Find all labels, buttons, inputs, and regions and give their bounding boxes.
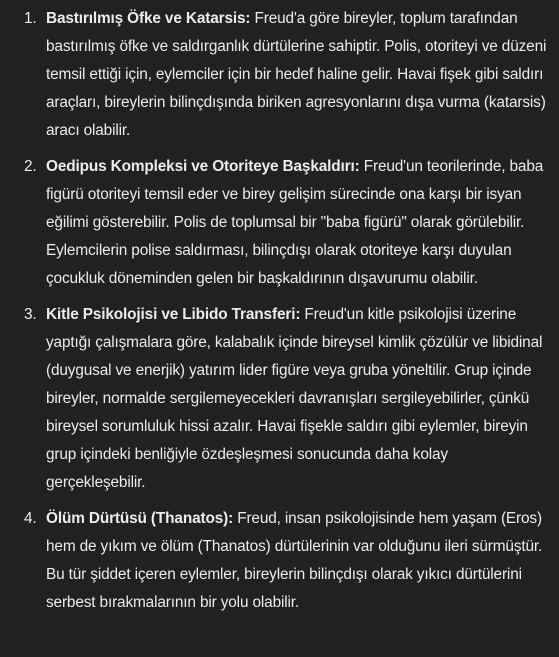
list-item xyxy=(0,5,551,145)
list-item-title: Bastırılmış Öfke ve Katarsis: xyxy=(46,10,251,27)
list-item-title: Kitle Psikolojisi ve Libido Transferi: xyxy=(46,306,301,323)
list-item-text: Freud'a göre bireyler, toplum tarafından bastırılmış öfke ve saldırganlık dürtülerine sahiptir. Polis, otoriteyi ve düzeni temsil ettiği için, eylemciler için bir hedef haline gelir. Havai fişek gibi saldırı araçları, bireylerin bilinçdışında biriken agresyonlarını dışa vurma (katarsis) aracı olabilir. xyxy=(46,10,547,139)
list-item-number: 3. xyxy=(24,306,37,323)
list-item-title: Oedipus Kompleksi ve Otoriteye Başkaldırı: xyxy=(46,158,360,175)
list-item-number: 1. xyxy=(24,10,37,27)
list-item xyxy=(0,153,551,293)
list-item-number: 4. xyxy=(24,510,37,527)
list-item-title: Ölüm Dürtüsü (Thanatos): xyxy=(46,510,234,527)
list-item xyxy=(0,505,551,617)
list-item-text: Freud, insan psikolojisinde hem yaşam (Eros) hem de yıkım ve ölüm (Thanatos) dürtülerinin var olduğunu ileri sürmüştür. Bu tür şiddet içeren eylemler, bireylerin bilinçdışı olarak yıkıcı dürtülerini serbest bırakmalarının bir yolu olabilir. xyxy=(46,510,543,611)
list-item-text: Freud'un kitle psikolojisi üzerine yaptığı çalışmalara göre, kalabalık içinde bireysel kimlik çözülür ve libidinal (duygusal ve enerjik) yatırım lider figüre veya gruba yöneltilir. Grup içinde bireyler, normalde sergilemeyecekleri davranışları sergileyebilirler, çünkü bireysel sorumluluk hissi azalır. Havai fişekle saldırı gibi eylemler, bireyin grup içindeki benliğiyle özdeşleşmesi sonucunda daha kolay gerçekleşebilir. xyxy=(46,306,543,491)
list-item-number: 2. xyxy=(24,158,37,175)
list-item-text: Freud'un teorilerinde, baba figürü otoriteyi temsil eder ve birey gelişim sürecinde ona karşı bir isyan eğilimi gösterebilir. Polis de toplumsal bir "baba figürü" olarak görülebilir. Eylemcilerin polise saldırması, bilinçdışı olarak otoriteye karşı duyulan çocukluk döneminden gelen bir başkaldırının dışavurumu olabilir. xyxy=(46,158,544,287)
list-item xyxy=(0,301,551,497)
